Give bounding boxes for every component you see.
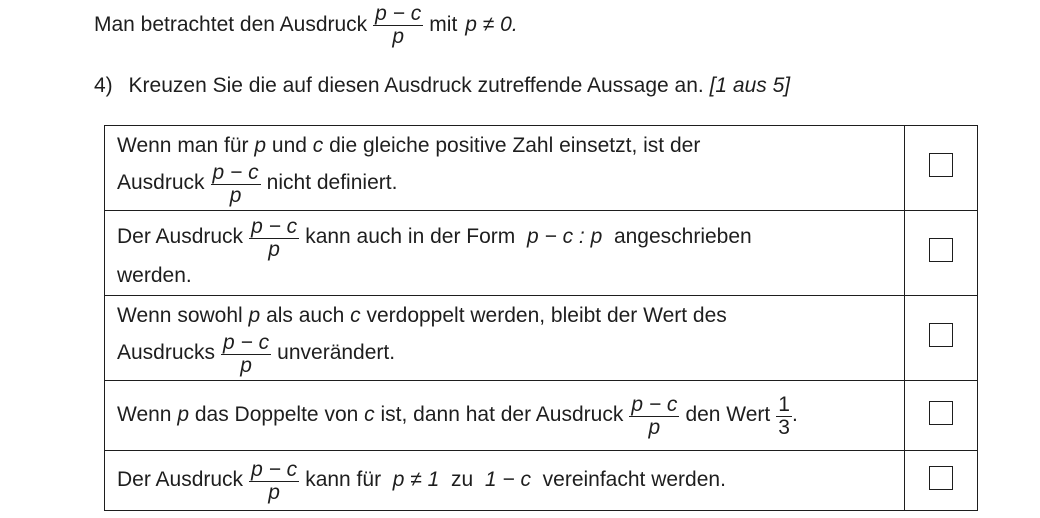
intro-text: Man betrachtet den Ausdruck: [94, 12, 368, 36]
answer-text: Wenn man für p und c die gleiche positive Zahl einsetzt, ist der Ausdruck $\frac{p - c}{p}$ nicht definiert.: [105, 126, 905, 211]
task-line: [94, 74, 790, 98]
answer-row: [105, 451, 978, 511]
task-hint: [1 aus 5]: [709, 74, 791, 97]
answer-checkbox-1[interactable]: [929, 153, 953, 177]
answer-checkbox-2[interactable]: [929, 238, 953, 262]
task-number: 4): [94, 74, 113, 97]
answer-text: Der Ausdruck $\frac{p - c}{p}$ kann für p ≠ 1 zu 1 − c vereinfacht werden.: [105, 451, 905, 511]
answer-fraction: $\frac{p - c}{p}$: [251, 215, 298, 262]
intro-condition: p ≠ 0.: [465, 12, 518, 36]
answer-row: [105, 296, 978, 381]
answer-fraction: $\frac{p - c}{p}$: [631, 393, 678, 440]
answer-table: [104, 125, 978, 511]
answer-row: [105, 381, 978, 451]
value-fraction: $\frac{1}{3}$: [778, 393, 790, 440]
answer-row: [105, 211, 978, 296]
answer-fraction: $\frac{p - c}{p}$: [212, 161, 259, 208]
answer-text: Wenn sowohl p als auch c verdoppelt werden, bleibt der Wert des Ausdrucks $\frac{p - c}{p}$ unverändert.: [105, 296, 905, 381]
answer-fraction: $\frac{p - c}{p}$: [251, 458, 298, 505]
answer-checkbox-3[interactable]: [929, 323, 953, 347]
answer-checkbox-5[interactable]: [929, 466, 953, 490]
answer-text: Der Ausdruck $\frac{p - c}{p}$ kann auch in der Form p − c : p angeschrieben werden.: [105, 211, 905, 296]
fraction-numerator: p − c: [375, 2, 422, 25]
task-text: Kreuzen Sie die auf diesen Ausdruck zutreffende Aussage an.: [128, 74, 704, 97]
intro-mit: mit: [429, 12, 458, 36]
intro-line: [94, 2, 518, 47]
answer-row: [105, 126, 978, 211]
fraction-denominator: p: [392, 25, 405, 49]
answer-fraction: $\frac{p - c}{p}$: [223, 331, 270, 378]
answer-text: Wenn p das Doppelte von c ist, dann hat der Ausdruck $\frac{p - c}{p}$ den Wert $\frac{1}{3}$ .: [105, 381, 905, 451]
intro-fraction: [373, 3, 423, 48]
answer-checkbox-4[interactable]: [929, 401, 953, 425]
